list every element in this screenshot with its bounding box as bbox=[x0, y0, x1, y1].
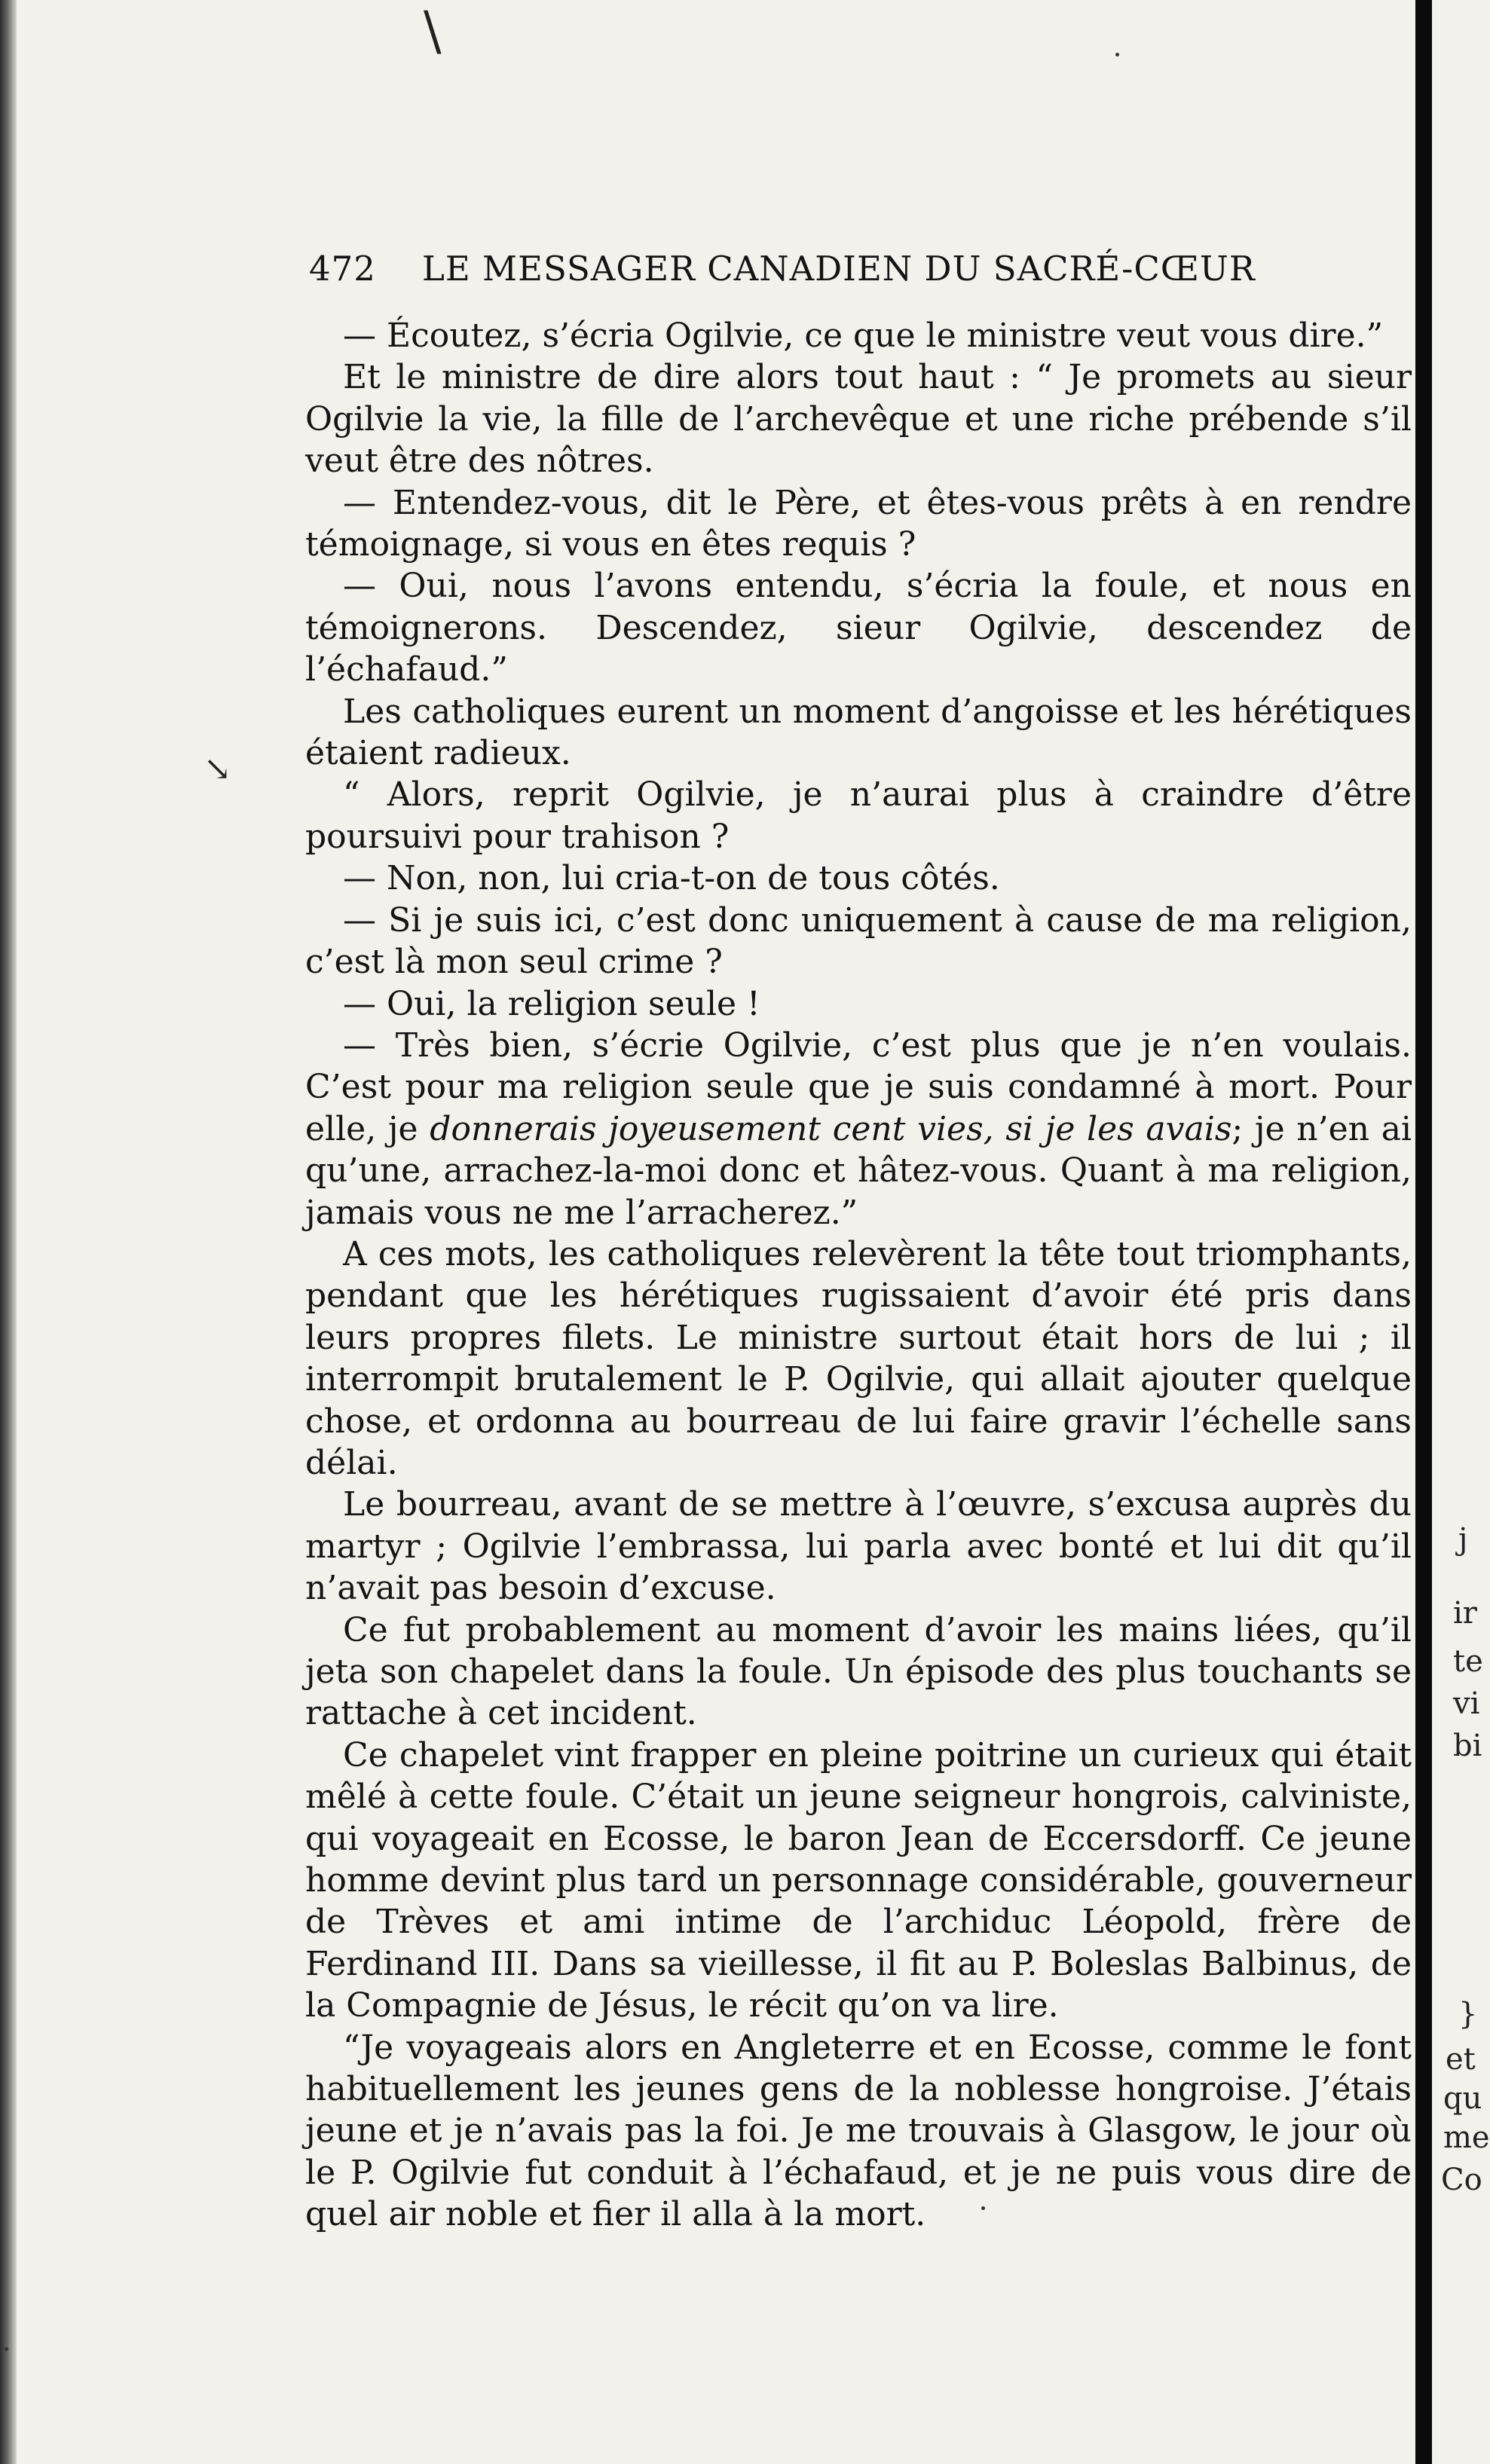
paragraph: Le bourreau, avant de se mettre à l’œuvre, s’excusa auprès du martyr ; Ogilvie l’embrassa, lui parla avec bonté et lui dit qu’il n’avait pas besoin d’excuse. bbox=[305, 1485, 1412, 1608]
left-page-edge bbox=[0, 0, 17, 2464]
text-run: — Très bien, s’écrie Ogilvie, c’est plus que je n’en voulais. C’est pour ma religion seule que je suis condamné à mort. Pour elle, je bbox=[305, 1026, 1412, 1148]
margin-fragment: ir bbox=[1453, 1596, 1477, 1631]
margin-fragment: qu bbox=[1443, 2081, 1482, 2116]
paragraph: — Écoutez, s’écria Ogilvie, ce que le ministre veut vous dire.” bbox=[343, 316, 1384, 355]
margin-fragment: bi bbox=[1453, 1729, 1482, 1763]
margin-fragment: et bbox=[1446, 2042, 1476, 2077]
paragraph: A ces mots, les catholiques relevèrent la tête tout triomphants, pendant que les hérétiques rugissaient d’avoir été pris dans leurs propres filets. Le ministre surtout était hors de lui ; il interrompit brutalement le P. Ogilvie, qui allait ajouter quelque chose, et ordonna au bourreau de lui faire gravir l’échelle sans délai. bbox=[305, 1234, 1412, 1482]
margin-fragment: } bbox=[1458, 1997, 1478, 2031]
paragraph bbox=[305, 1025, 1412, 1234]
page-header bbox=[309, 249, 1409, 289]
paragraph: Ce chapelet vint frapper en pleine poitrine un curieux qui était mêlé à cette foule. C’était un jeune seigneur hongrois, calviniste, qui voyageait en Ecosse, le baron Jean de Eccersdorff. Ce jeune homme devint plus tard un personnage considérable, gouverneur de Trèves et ami intime de l’archiduc Léopold, frère de Ferdinand III. Dans sa vieillesse, il fit au P. Boleslas Balbinus, de la Compagnie de Jésus, le récit qu’on va lire. bbox=[305, 1735, 1412, 2025]
speck bbox=[5, 2347, 8, 2351]
margin-fragment: vi bbox=[1453, 1686, 1480, 1721]
paragraph: — Entendez-vous, dit le Père, et êtes-vous prêts à en rendre témoignage, si vous en êtes requis ? bbox=[305, 483, 1412, 564]
margin-fragment: Co bbox=[1441, 2163, 1482, 2197]
text-run: ; je n’en ai qu’une, arrachez-la-moi donc et hâtez-vous. Quant à ma religion, jamais vous ne me l’arracherez.” bbox=[305, 1109, 1412, 1232]
binding-shadow-bar bbox=[1415, 0, 1432, 2464]
margin-fragment: j bbox=[1458, 1522, 1468, 1557]
paragraph: — Oui, nous l’avons entendu, s’écria la foule, et nous en témoignerons. Descendez, sieur Ogilvie, descendez de l’échafaud.” bbox=[305, 567, 1412, 689]
speck bbox=[1115, 53, 1119, 57]
paragraph: Les catholiques eurent un moment d’angoisse et les hérétiques étaient radieux. bbox=[305, 692, 1412, 773]
stray-mark: \ bbox=[424, 0, 442, 62]
stray-mark-arrow: ↘ bbox=[203, 750, 231, 788]
paragraph: — Non, non, lui cria-t-on de tous côtés. bbox=[343, 859, 1000, 898]
paragraph: “ Alors, reprit Ogilvie, je n’aurai plus à craindre d’être poursuivi pour trahison ? bbox=[305, 775, 1412, 856]
running-title: LE MESSAGER CANADIEN DU SACRÉ-CŒUR bbox=[422, 249, 1256, 289]
margin-fragment: te bbox=[1453, 1644, 1483, 1679]
paragraph: — Si je suis ici, c’est donc uniquement à cause de ma religion, c’est là mon seul crime ? bbox=[305, 900, 1412, 982]
margin-fragment: me bbox=[1443, 2120, 1490, 2155]
paragraph: — Oui, la religion seule ! bbox=[343, 984, 760, 1023]
italic-run: donnerais joyeusement cent vies, si je les avais bbox=[430, 1109, 1232, 1148]
page-body bbox=[305, 315, 1412, 2236]
paragraph: Ce fut probablement au moment d’avoir les mains liées, qu’il jeta son chapelet dans la foule. Un épisode des plus touchants se rattache à cet incident. bbox=[305, 1610, 1412, 1733]
paragraph: Et le ministre de dire alors tout haut : “ Je promets au sieur Ogilvie la vie, la fille de l’archevêque et une riche prébende s’il veut être des nôtres. bbox=[305, 358, 1412, 481]
paragraph: “Je voyageais alors en Angleterre et en Ecosse, comme le font habituellement les jeunes gens de la noblesse hongroise. J’étais jeune et je n’avais pas la foi. Je me trouvais à Glasgow, le jour où le P. Ogilvie fut conduit à l’échafaud, et je ne puis vous dire de quel air noble et fier il alla à la mort. bbox=[305, 2028, 1412, 2234]
page-number: 472 bbox=[309, 249, 376, 289]
